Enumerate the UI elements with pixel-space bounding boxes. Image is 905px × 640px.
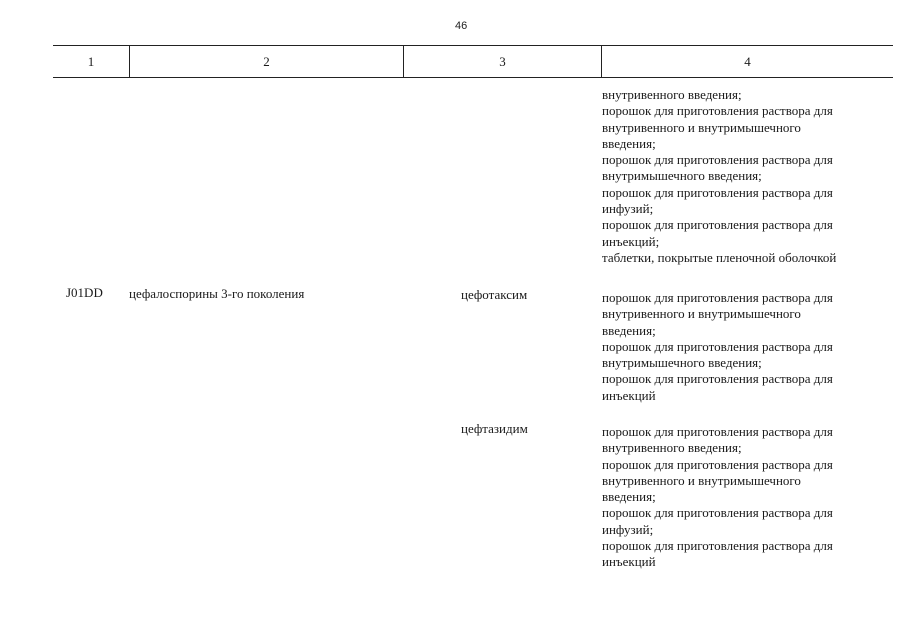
drug-name-cefotaxime: цефотаксим <box>461 287 528 302</box>
dosage-form-line: внутривенного и внутримышечного <box>602 119 801 135</box>
dosage-form-line: введения; <box>602 489 656 505</box>
table-header-row <box>53 45 893 78</box>
dosage-forms-ceftazidime <box>602 424 887 571</box>
atc-code: J01DD <box>66 285 103 300</box>
dosage-form-line: порошок для приготовления раствора для <box>602 371 833 387</box>
continued-dosage-forms <box>602 87 887 266</box>
dosage-form-line: порошок для приготовления раствора для <box>602 217 833 233</box>
dosage-form-line: инфузий; <box>602 521 654 537</box>
dosage-form-line: внутримышечного введения; <box>602 168 762 184</box>
dosage-form-line: инъекций <box>602 554 656 570</box>
dosage-form-line: порошок для приготовления раствора для <box>602 103 833 119</box>
dosage-form-line: внутривенного введения; <box>602 440 742 456</box>
dosage-form-line: инъекций; <box>602 233 660 249</box>
dosage-form-line: введения; <box>602 322 656 338</box>
column-header-4: 4 <box>744 54 751 69</box>
dosage-form-line: внутримышечного введения; <box>602 355 762 371</box>
column-header-1: 1 <box>87 54 95 69</box>
dosage-form-line: порошок для приготовления раствора для <box>602 152 833 168</box>
dosage-form-line: порошок для приготовления раствора для <box>602 538 833 554</box>
dosage-form-line: порошок для приготовления раствора для <box>602 424 833 439</box>
page-number: 46 <box>455 20 468 32</box>
dosage-form-line: внутривенного и внутримышечного <box>602 472 801 488</box>
column-header-3: 3 <box>499 54 506 69</box>
drug-name-ceftazidime: цефтазидим <box>461 421 528 436</box>
dosage-form-line: внутривенного введения; <box>602 87 742 102</box>
dosage-form-line: инфузий; <box>602 201 654 217</box>
dosage-form-line: порошок для приготовления раствора для <box>602 184 833 200</box>
dosage-form-line: порошок для приготовления раствора для <box>602 338 833 354</box>
dosage-form-line: таблетки, покрытые пленочной оболочкой <box>602 249 837 265</box>
dosage-form-line: порошок для приготовления раствора для <box>602 290 833 305</box>
dosage-form-line: внутривенного и внутримышечного <box>602 306 801 322</box>
dosage-form-line: порошок для приготовления раствора для <box>602 456 833 472</box>
dosage-forms-cefotaxime <box>602 290 887 404</box>
dosage-form-line: введения; <box>602 135 656 151</box>
column-header-2: 2 <box>263 54 270 69</box>
drug-group-name: цефалоспорины 3-го поколения <box>129 286 305 301</box>
dosage-form-line: порошок для приготовления раствора для <box>602 505 833 521</box>
dosage-form-line: инъекций <box>602 387 656 403</box>
